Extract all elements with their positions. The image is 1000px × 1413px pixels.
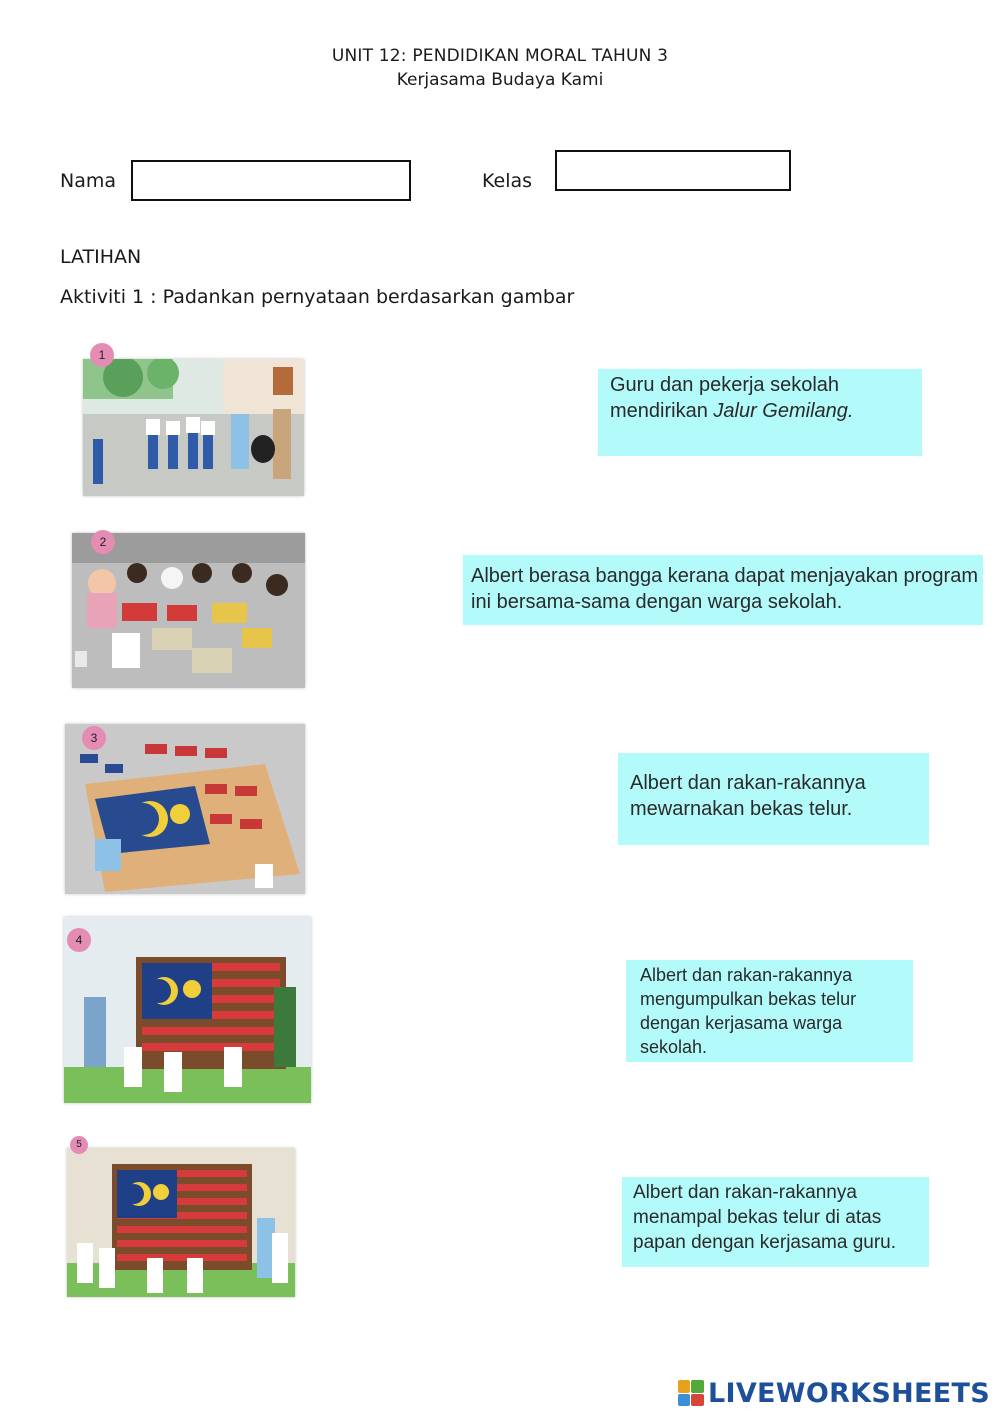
statement-1-line-1: Guru dan pekerja sekolah <box>610 374 840 396</box>
liveworksheets-logo-text: LIVEWORKSHEETS <box>707 1377 990 1409</box>
worksheet-subtitle: Kerjasama Budaya Kami <box>396 70 604 90</box>
class-field[interactable] <box>555 150 791 191</box>
picture-2 <box>72 533 305 688</box>
statement-4-line-3: dengan kerjasama warga <box>640 1013 843 1033</box>
statement-card-2[interactable] <box>463 555 983 625</box>
scene-raising-flag-board <box>64 917 311 1103</box>
statement-card-4[interactable] <box>626 960 913 1062</box>
scene-painting-egg-trays <box>72 533 305 688</box>
statement-3-line-1: Albert dan rakan-rakannya <box>630 772 866 794</box>
name-field[interactable] <box>131 160 411 201</box>
picture-1 <box>83 359 304 496</box>
picture-4-number-badge: 4 <box>67 928 91 952</box>
worksheet-title: UNIT 12: PENDIDIKAN MORAL TAHUN 3 <box>331 46 669 66</box>
statement-card-1[interactable] <box>598 369 922 456</box>
statement-1-line-2: mendirikan Jalur Gemilang. <box>610 400 854 422</box>
scene-school-cleaning <box>83 359 304 496</box>
picture-3 <box>65 724 305 894</box>
section-heading: LATIHAN <box>60 246 142 268</box>
picture-5-number-badge: 5 <box>70 1136 88 1154</box>
statement-4-line-2: mengumpulkan bekas telur <box>640 989 857 1009</box>
statement-4-line-4: sekolah. <box>640 1037 708 1057</box>
picture-2-number-badge: 2 <box>91 530 115 554</box>
statement-card-3[interactable] <box>618 753 929 845</box>
statement-5-line-2: menampal bekas telur di atas <box>633 1207 882 1228</box>
picture-3-number-badge: 3 <box>82 726 106 750</box>
statement-card-5[interactable] <box>622 1177 929 1267</box>
activity-instruction: Aktiviti 1 : Padankan pernyataan berdasarkan gambar <box>60 286 575 308</box>
statement-2-line-1: Albert berasa bangga kerana dapat menjayakan program <box>471 565 978 587</box>
picture-5 <box>67 1148 295 1297</box>
scene-arranging-egg-trays <box>65 724 305 894</box>
statement-4-line-1: Albert dan rakan-rakannya <box>640 965 853 985</box>
class-label: Kelas <box>482 170 533 192</box>
picture-1-number-badge: 1 <box>90 343 114 367</box>
liveworksheets-logo-icon <box>678 1380 704 1406</box>
statement-5-line-1: Albert dan rakan-rakannya <box>633 1182 857 1203</box>
liveworksheets-logo[interactable] <box>678 1376 990 1410</box>
statement-1-italic: Jalur Gemilang. <box>713 400 854 422</box>
scene-clapping-by-flag <box>67 1148 295 1297</box>
statement-5-line-3: papan dengan kerjasama guru. <box>633 1232 897 1253</box>
name-label: Nama <box>60 170 117 192</box>
statement-2-line-2: ini bersama-sama dengan warga sekolah. <box>471 591 843 613</box>
statement-3-line-2: mewarnakan bekas telur. <box>630 798 853 820</box>
picture-4 <box>64 917 311 1103</box>
